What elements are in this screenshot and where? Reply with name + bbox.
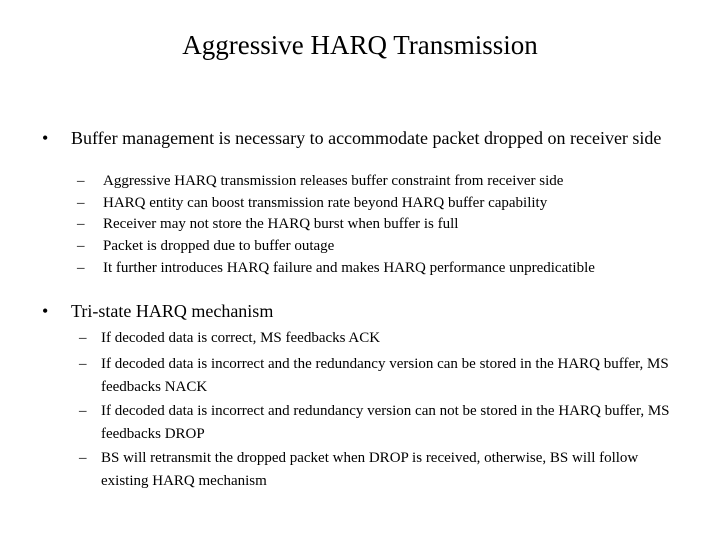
slide-title: Aggressive HARQ Transmission bbox=[182, 30, 538, 60]
bullet-text: Buffer management is necessary to accommodate packet dropped on receiver side bbox=[71, 128, 662, 148]
sub-bullet-marker: – bbox=[79, 330, 87, 346]
sub-bullet-item: If decoded data is incorrect and redundancy version can not be stored in the HARQ buffer, MS feedbacks DROP bbox=[101, 403, 670, 442]
bullet-text: Tri-state HARQ mechanism bbox=[71, 301, 274, 321]
sub-bullet-marker: – bbox=[79, 356, 87, 372]
sub-bullet-marker: – bbox=[79, 403, 87, 419]
sub-bullet-item: Receiver may not store the HARQ burst when buffer is full bbox=[103, 216, 459, 232]
sub-bullet-item: BS will retransmit the dropped packet when DROP is received, otherwise, BS will follow existing HARQ mechanism bbox=[101, 450, 639, 489]
sub-bullet-item: If decoded data is incorrect and the redundancy version can be stored in the HARQ buffer, MS feedbacks NACK bbox=[101, 356, 669, 395]
bullet-marker: • bbox=[42, 301, 49, 321]
sub-bullet-marker: – bbox=[77, 260, 85, 276]
sub-bullet-marker: – bbox=[77, 195, 85, 211]
sub-bullet-item: If decoded data is correct, MS feedbacks ACK bbox=[101, 330, 381, 346]
sub-bullet-item: Packet is dropped due to buffer outage bbox=[103, 238, 335, 254]
bullet-item-1 bbox=[71, 128, 671, 149]
bullet-item-2 bbox=[71, 301, 671, 322]
sub-bullet-marker: – bbox=[77, 216, 85, 232]
sub-bullet-item: Aggressive HARQ transmission releases buffer constraint from receiver side bbox=[103, 173, 564, 189]
sub-bullet-item: It further introduces HARQ failure and makes HARQ performance unpredicatible bbox=[103, 260, 595, 276]
sub-bullet-marker: – bbox=[77, 173, 85, 189]
sub-bullet-marker: – bbox=[79, 450, 87, 466]
sub-bullet-marker: – bbox=[77, 238, 85, 254]
bullet-marker: • bbox=[42, 128, 49, 148]
sub-bullet-item: HARQ entity can boost transmission rate beyond HARQ buffer capability bbox=[103, 195, 548, 211]
